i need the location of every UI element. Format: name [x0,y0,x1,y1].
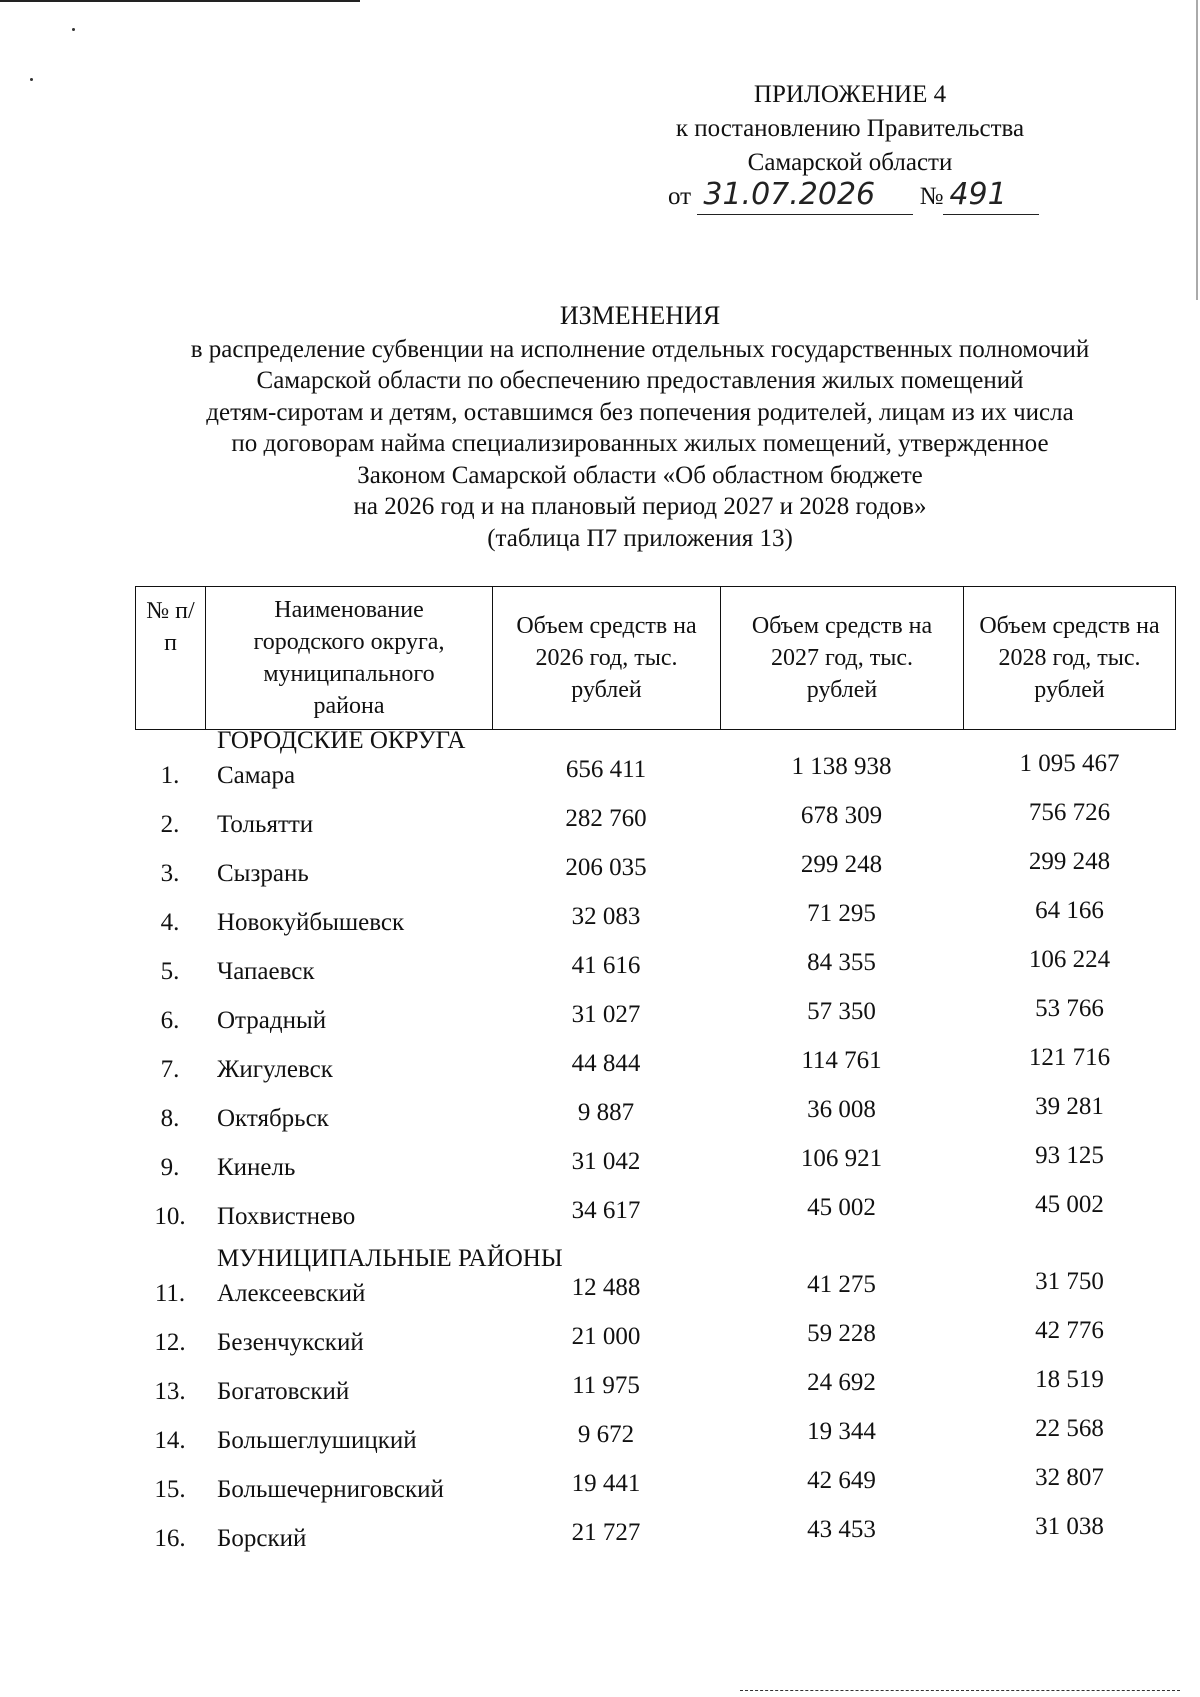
table-row [135,1317,1176,1363]
table-row [135,897,1176,943]
value-2027: 43 453 [807,1516,876,1543]
document-heading [100,300,1180,554]
value-2026: 11 975 [572,1372,640,1399]
value-2027: 36 008 [807,1096,876,1123]
value-2028: 32 807 [1035,1464,1104,1491]
table-row [135,848,1176,894]
row-number: 9. [160,1154,180,1181]
scan-edge-bottom [740,1690,1180,1691]
value-2028: 64 166 [1035,897,1104,924]
value-2027: 84 355 [807,949,876,976]
row-number: 4. [160,909,180,936]
row-number: 10. [154,1203,186,1230]
header-2026: Объем средств на 2026 год, тыс. рублей [493,587,721,729]
value-2026: 206 035 [565,854,647,881]
value-2028: 53 766 [1035,995,1104,1022]
row-number: 11. [154,1280,186,1307]
value-2026: 282 760 [565,805,647,832]
value-2028: 18 519 [1035,1366,1104,1393]
value-2028: 93 125 [1035,1142,1104,1169]
value-2028: 39 281 [1035,1093,1104,1120]
value-2027: 114 761 [801,1047,882,1074]
row-number: 3. [160,860,180,887]
value-2026: 44 844 [571,1050,641,1077]
value-2026: 34 617 [571,1197,641,1224]
value-2027: 24 692 [807,1369,876,1396]
table-row [135,1142,1176,1188]
row-name: Богатовский [217,1378,350,1405]
date-prefix: от [668,183,692,210]
annex-title: ПРИЛОЖЕНИЕ 4 [753,81,947,108]
row-number: 6. [160,1007,180,1034]
heading-line: (таблица П7 приложения 13) [487,524,793,552]
row-number: 16. [154,1525,186,1552]
value-2027: 106 921 [800,1145,883,1172]
value-2028: 106 224 [1028,946,1111,973]
value-2026: 19 441 [571,1470,641,1497]
table-header [135,586,1176,730]
value-2028: 31 038 [1035,1513,1104,1540]
row-name: Большеглушицкий [217,1427,417,1454]
header-number: № п/п [136,587,206,729]
row-name: Чапаевск [217,958,315,985]
value-2027: 42 649 [807,1467,876,1494]
table-row [135,995,1176,1041]
header-2027: Объем средств на 2027 год, тыс. рублей [721,587,964,729]
row-name: Борский [217,1525,307,1552]
table-row [135,750,1176,796]
value-2028: 31 750 [1035,1268,1104,1295]
table-row [135,1268,1176,1314]
handwritten-date: 31.07.2026 [703,177,876,212]
row-number: 5. [160,958,180,985]
number-prefix: № [919,183,944,210]
value-2027: 71 295 [807,900,876,927]
value-2028: 121 716 [1028,1044,1111,1071]
row-name: Тольятти [217,811,314,838]
row-name: Отрадный [217,1007,327,1034]
table-row [135,1093,1176,1139]
table-row [135,799,1176,845]
row-name: Большечерниговский [217,1476,444,1503]
value-2026: 32 083 [571,903,641,930]
table-row [135,946,1176,992]
value-2026: 12 488 [571,1274,641,1301]
value-2027: 1 138 938 [791,753,892,780]
row-name: Безенчукский [217,1329,364,1356]
document-title: ИЗМЕНЕНИЯ [559,301,721,330]
value-2027: 678 309 [800,802,883,829]
value-2027: 19 344 [807,1418,876,1445]
value-2026: 21 000 [571,1323,641,1350]
heading-line: Законом Самарской области «Об областном бюджете [357,461,923,489]
value-2028: 1 095 467 [1019,750,1120,777]
annex-line-3: Самарской области [747,149,953,176]
scan-edge-right [1196,0,1198,300]
scan-speck [72,28,75,31]
row-number: 2. [160,811,180,838]
value-2027: 59 228 [807,1320,876,1347]
value-2028: 45 002 [1035,1191,1104,1218]
value-2026: 21 727 [571,1519,641,1546]
heading-line: детям-сиротам и детям, оставшимся без попечения родителей, лицам из их числа [206,398,1074,426]
row-number: 13. [154,1378,186,1405]
annex-line-2: к постановлению Правительства [675,115,1025,142]
section-title: МУНИЦИПАЛЬНЫЕ РАЙОНЫ [217,1245,563,1272]
row-name: Похвистнево [217,1203,356,1230]
table-row [135,1513,1176,1559]
table-row [135,1044,1176,1090]
heading-line: на 2026 год и на плановый период 2027 и 2028 годов» [353,493,927,520]
header-2028: Объем средств на 2028 год, тыс. рублей [979,613,1160,703]
row-name: Самара [217,762,296,789]
value-2026: 31 027 [571,1001,641,1028]
row-number: 8. [160,1105,180,1132]
row-name: Октябрьск [217,1105,329,1132]
heading-line: по договорам найма специализированных жилых помещений, утвержденное [231,430,1049,457]
section-title: ГОРОДСКИЕ ОКРУГА [217,727,466,754]
row-name: Сызрань [217,860,309,887]
table-row [135,1366,1176,1412]
row-name: Новокуйбышевск [217,909,405,936]
row-number: 15. [154,1476,186,1503]
header-name: Наименование городского округа, муниципального района [206,587,493,729]
row-name: Кинель [217,1154,296,1181]
value-2028: 756 726 [1028,799,1111,826]
scan-edge-top [0,0,360,2]
table-row [135,1415,1176,1461]
row-number: 12. [154,1329,186,1356]
value-2028: 22 568 [1035,1415,1104,1442]
heading-line: в распределение субвенции на исполнение отдельных государственных полномочий [190,335,1090,363]
row-number: 7. [160,1056,180,1083]
row-name: Алексеевский [217,1280,366,1307]
row-name: Жигулевск [217,1056,333,1083]
value-2027: 45 002 [807,1194,876,1221]
row-number: 14. [154,1427,186,1454]
table-row [135,1191,1176,1237]
value-2028: 299 248 [1028,848,1111,875]
value-2026: 9 672 [577,1421,635,1448]
value-2026: 41 616 [571,952,641,979]
row-number: 1. [160,762,180,789]
value-2027: 41 275 [807,1271,876,1298]
value-2028: 42 776 [1035,1317,1104,1344]
value-2026: 31 042 [571,1148,641,1175]
value-2027: 299 248 [800,851,883,878]
annex-block [640,78,1060,180]
table-row [135,1464,1176,1510]
value-2026: 656 411 [565,756,647,783]
handwritten-number: 491 [949,177,1007,212]
heading-line: Самарской области по обеспечению предоставления жилых помещений [256,367,1024,394]
scan-speck [30,78,33,81]
value-2027: 57 350 [807,998,876,1025]
annex-date-line [668,178,1039,215]
value-2026: 9 887 [577,1099,635,1126]
